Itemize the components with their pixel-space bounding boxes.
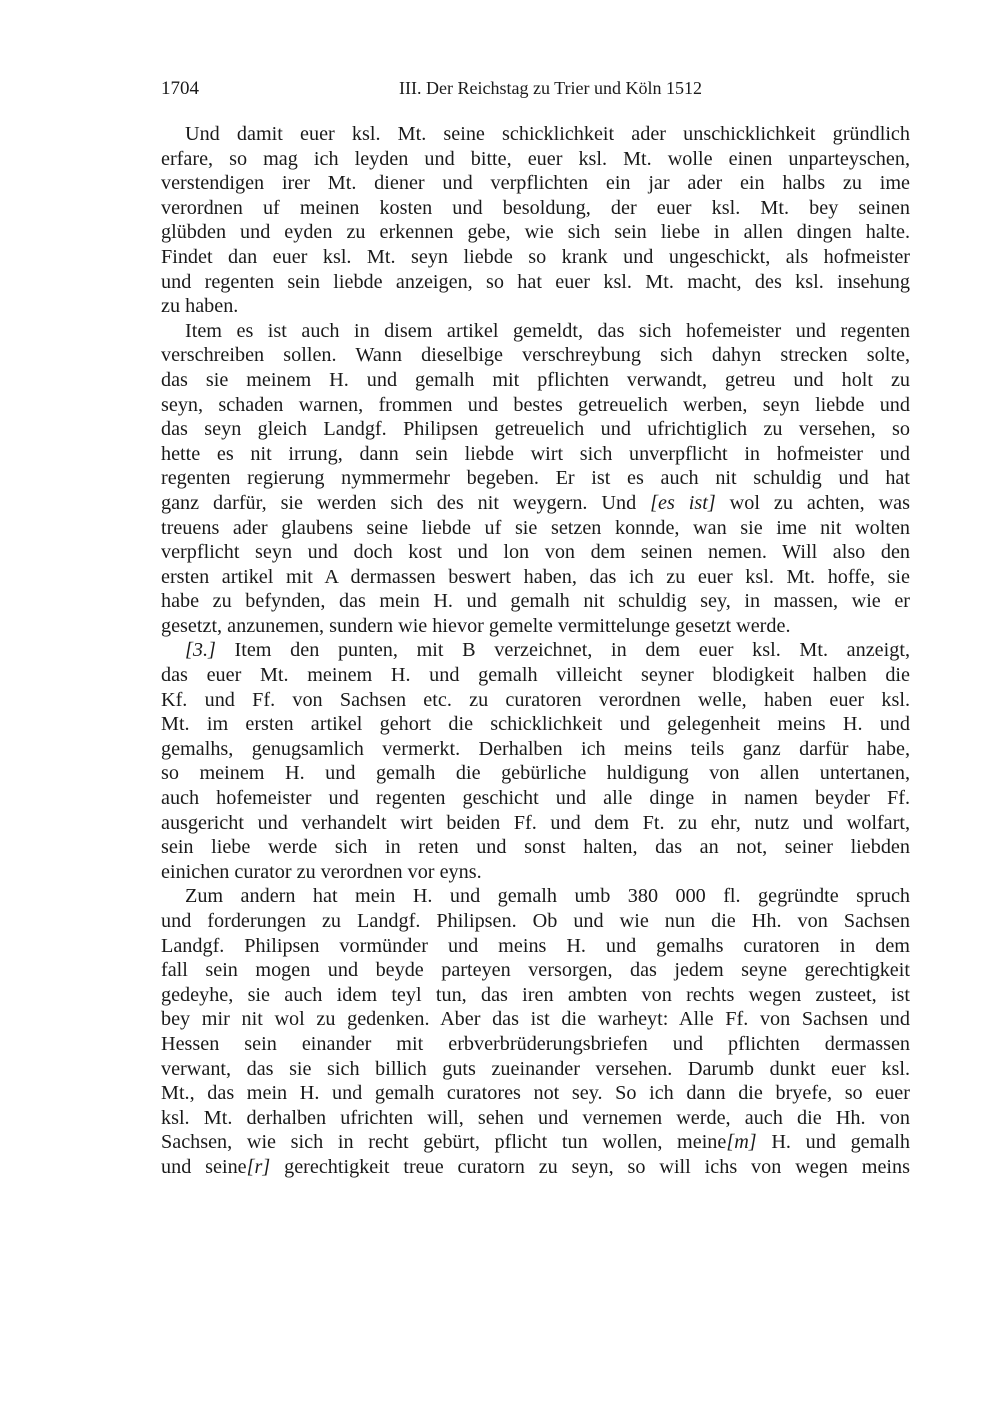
text-line-with-editorial-insert: Sachsen, wie sich in recht gebürt, pflicht tun wollen, meine[m] H. und gemalh (161, 1131, 911, 1154)
text-line: Mt. im ersten artikel gehort die schicklichkeit und gelegenheit meins H. und (161, 713, 910, 736)
text-line: ausgericht und verhandelt wirt beiden Ff. und dem Ft. zu ehr, nutz und wolfart, (161, 811, 910, 834)
text-line: auch hofemeister und regenten geschicht und alle dinge in namen beyder Ff. (161, 787, 910, 810)
text-line: Und damit euer ksl. Mt. seine schicklichkeit ader unschicklichkeit gründlich (185, 123, 910, 145)
text-line: gesetzt, anzunemen, sundern wie hievor gemelte vermittelunge gesetzt werde. (161, 614, 791, 637)
text-line-with-editorial-insert: und seine[r] gerechtigkeit treue curatorn zu seyn, so will ichs von wegen meins (161, 1155, 910, 1178)
text-line: bey mir nit wol zu gedenken. Aber das ist die warheyt: Alle Ff. von Sachsen und (161, 1008, 910, 1031)
text-line: und forderungen zu Landgf. Philipsen. Ob und wie nun die Hh. von Sachsen (161, 910, 910, 932)
text-line: Hessen sein einander mit erbverbrüderungsbriefen und pflichten dermassen (161, 1032, 910, 1055)
text-line: glübden und eyden zu erkennen gebe, wie sich sein liebe in allen dingen halte. (161, 221, 910, 244)
text-line: und regenten sein liebde anzeigen, so hat euer ksl. Mt. macht, des ksl. insehung (161, 270, 910, 293)
text-line: erfare, so mag ich leyden und bitte, euer ksl. Mt. wolle einen unparteyschen, (161, 147, 910, 170)
text-line: das seyn gleich Landgf. Philipsen getreuelich und ufrichtiglich zu versehen, so (161, 418, 910, 441)
paragraph-4 (161, 884, 910, 1179)
text-line: Findet dan euer ksl. Mt. seyn liebde so krank und ungeschickt, als hofmeister (161, 245, 910, 268)
text-line: zu haben. (161, 295, 239, 318)
text-line: sein liebe werde sich in reten und sonst halten, das an not, seiner liebden (161, 836, 910, 859)
section-number: [3.] (185, 639, 216, 662)
text-line: treuens ader glaubens seine liebde uf sie setzen konnde, wan sie ime nit wolten (161, 516, 910, 539)
running-title: III. Der Reichstag zu Trier und Köln 1512 (399, 78, 702, 98)
text-line: habe zu befynden, das mein H. und gemalh nit schuldig sey, in massen, wie er (161, 590, 910, 613)
text-line-with-section-number: [3.] Item den punten, mit B verzeichnet, in dem euer ksl. Mt. anzeigt, (185, 639, 910, 662)
text-line: Item es ist auch in disem artikel gemeldt, das sich hofemeister und regenten (185, 319, 910, 342)
text-line: das euer Mt. meinem H. und gemalh villeicht seyner blodigkeit halben die (161, 664, 910, 687)
page-header (161, 78, 910, 108)
text-line: Mt., das mein H. und gemalh curatores not sey. So ich dann die bryefe, so euer (161, 1082, 910, 1105)
text-line: seyn, schaden warnen, frommen und bestes getreuelich werben, seyn liebde und (161, 393, 910, 416)
text-line: einichen curator zu verordnen vor eyns. (161, 860, 482, 883)
text-line: verpflicht seyn und doch kost und lon von dem seinen nemen. Will also den (161, 541, 910, 564)
editorial-insert: [r] (246, 1155, 271, 1178)
text-line: verschreiben sollen. Wann dieselbige verschreybung sich dahyn strecken solte, (161, 344, 910, 367)
text-line: ersten artikel mit A dermassen beswert haben, das ich zu euer ksl. Mt. hoffe, sie (161, 565, 910, 588)
body-text (161, 122, 910, 1180)
text-line: Landgf. Philipsen vormünder und meins H. und gemalhs curatoren in dem (161, 934, 910, 957)
text-line: das sie meinem H. und gemalh mit pflichten verwandt, getreu und holt zu (161, 368, 910, 391)
text-line: ksl. Mt. derhalben ufrichten will, sehen und vernemen werde, auch die Hh. von (161, 1106, 910, 1129)
text-line: fall sein mogen und beyde parteyen versorgen, das jedem seyne gerechtigkeit (161, 959, 910, 982)
text-line: verwant, das sie sich billich guts zueinander versehen. Darumb dunkt euer ksl. (161, 1057, 910, 1080)
text-line-with-editorial-insert: ganz darfür, sie werden sich des nit weygern. Und [es ist] wol zu achten, was (161, 491, 910, 514)
text-line: verordnen uf meinen kosten und besoldung, der euer ksl. Mt. bey seinen (161, 196, 910, 219)
text-line: Zum andern hat mein H. und gemalh umb 380 000 fl. gegründte spruch (185, 885, 910, 908)
paragraph-2 (161, 319, 910, 639)
document-page (161, 78, 910, 1180)
text-line: verstendigen irer Mt. diener und verpflichten ein jar ader ein halbs zu ime (161, 172, 910, 195)
text-line: Kf. und Ff. von Sachsen etc. zu curatoren verordnen welle, haben euer ksl. (161, 688, 910, 711)
text-line: gemalhs, genugsamlich vermerkt. Derhalben ich meins teils ganz darfür habe, (161, 737, 910, 760)
editorial-insert: [m] (726, 1131, 757, 1154)
text-line: so meinem H. und gemalh die gebürliche huldigung von allen untertanen, (161, 762, 910, 785)
page-number: 1704 (161, 78, 199, 99)
text-line: regenten regierung nymmermehr begeben. Er ist es auch nit schuldig und hat (161, 467, 910, 490)
paragraph-3 (161, 638, 910, 884)
editorial-insert: [es ist] (650, 491, 716, 514)
text-line: gedeyhe, sie auch idem teyl tun, das iren ambten von rechts wegen zusteet, ist (161, 983, 910, 1006)
text-line: hette es nit irrung, dann sein liebde wirt sich unverpflicht in hofmeister und (161, 442, 910, 465)
paragraph-1 (161, 122, 910, 319)
